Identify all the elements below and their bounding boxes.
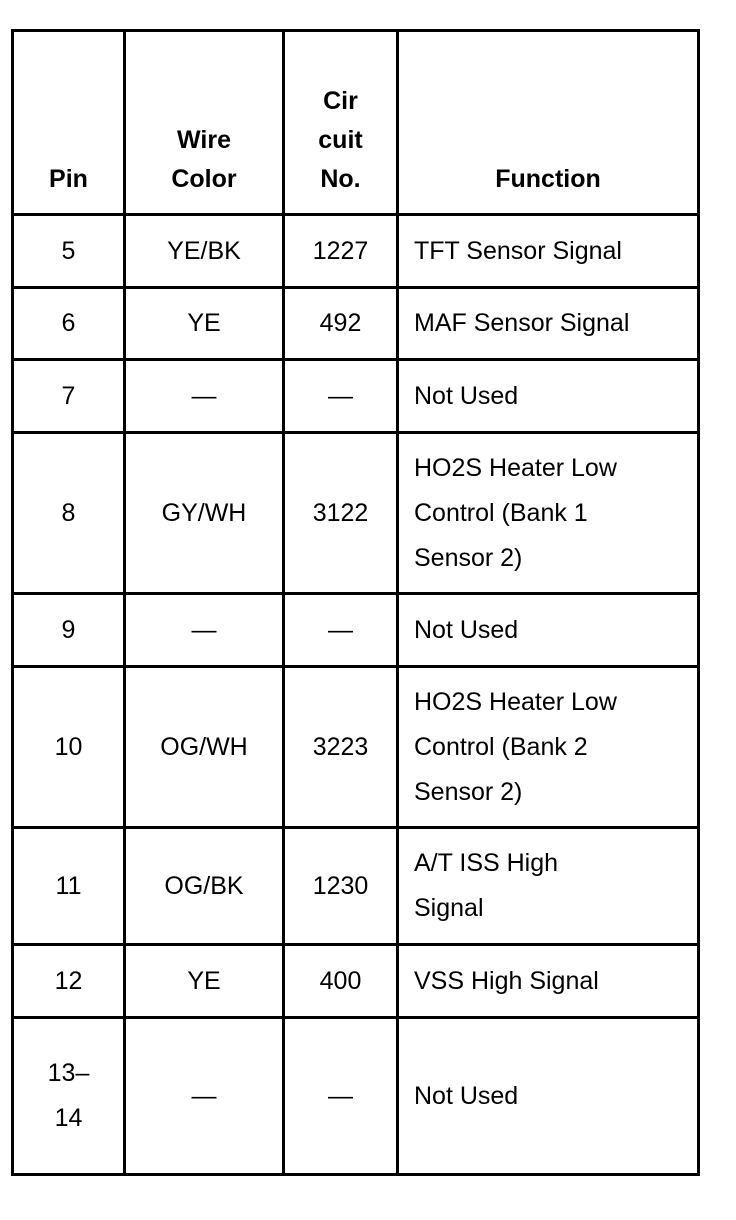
pin-cell	[13, 215, 125, 288]
wire-color-cell: OG/WH	[125, 667, 284, 828]
pin-cell	[13, 828, 125, 945]
wire-color-cell: —	[125, 594, 284, 667]
pin-cell	[13, 667, 125, 828]
circuit-no-cell: 492	[284, 288, 398, 360]
pin-value: 13–	[47, 1059, 90, 1087]
header-function	[398, 31, 699, 215]
circuit-no-cell: —	[284, 1018, 398, 1175]
function-cell	[398, 360, 699, 433]
pin-value: 11	[55, 871, 82, 900]
table-row	[13, 288, 699, 360]
header-circuit-no-line: cuit	[318, 126, 363, 154]
function-cell	[398, 433, 699, 594]
function-cell	[398, 215, 699, 288]
table-row	[13, 828, 699, 945]
pin-value: 14	[54, 1104, 83, 1132]
circuit-no-cell: 1230	[284, 828, 398, 945]
circuit-no-cell: 1227	[284, 215, 398, 288]
wire-color-cell: YE	[125, 945, 284, 1018]
function-line: Not Used	[414, 381, 519, 410]
pin-value: 5	[61, 236, 76, 265]
header-function-label: Function	[495, 165, 601, 193]
function-cell	[398, 594, 699, 667]
pin-cell	[13, 1018, 125, 1175]
function-line: VSS High Signal	[414, 966, 599, 995]
circuit-no-cell: 400	[284, 945, 398, 1018]
function-line: Control (Bank 2	[414, 732, 588, 761]
wire-color-cell: —	[125, 360, 284, 433]
pin-cell	[13, 945, 125, 1018]
connector-pin-table	[11, 29, 700, 1176]
function-line: HO2S Heater Low	[414, 687, 617, 716]
pin-value: 12	[54, 966, 83, 995]
circuit-no-cell: —	[284, 594, 398, 667]
function-cell	[398, 1018, 699, 1175]
pin-value: 8	[61, 498, 76, 527]
header-pin-label: Pin	[49, 165, 88, 193]
function-cell	[398, 288, 699, 360]
function-line: Not Used	[414, 1081, 519, 1110]
pin-cell	[13, 360, 125, 433]
function-line: TFT Sensor Signal	[414, 236, 622, 265]
pin-value: 7	[61, 381, 76, 410]
function-cell	[398, 945, 699, 1018]
header-pin	[13, 31, 125, 215]
table-row	[13, 667, 699, 828]
function-cell	[398, 828, 699, 945]
header-circuit-no-line: Cir	[323, 87, 358, 115]
wire-color-cell: GY/WH	[125, 433, 284, 594]
pin-value: 9	[61, 615, 76, 644]
header-wire-color-line: Wire	[177, 126, 231, 154]
pin-value: 10	[54, 732, 83, 761]
circuit-no-cell: 3122	[284, 433, 398, 594]
pin-value: 6	[61, 309, 76, 337]
function-line: MAF Sensor Signal	[414, 309, 630, 337]
table-row	[13, 594, 699, 667]
table-row	[13, 360, 699, 433]
table-row	[13, 215, 699, 288]
pin-cell	[13, 288, 125, 360]
header-circuit-no	[284, 31, 398, 215]
wire-color-cell: YE	[125, 288, 284, 360]
circuit-no-cell: —	[284, 360, 398, 433]
function-line: Sensor 2)	[414, 543, 523, 572]
function-line: HO2S Heater Low	[414, 453, 617, 482]
pin-cell	[13, 433, 125, 594]
function-cell	[398, 667, 699, 828]
header-wire-color	[125, 31, 284, 215]
function-line: Not Used	[414, 615, 519, 644]
table-row	[13, 945, 699, 1018]
function-line: Sensor 2)	[414, 777, 523, 806]
header-circuit-no-line: No.	[320, 165, 361, 193]
wire-color-cell: YE/BK	[125, 215, 284, 288]
table-row	[13, 1018, 699, 1175]
pin-cell	[13, 594, 125, 667]
function-line: Signal	[414, 894, 484, 922]
table-row	[13, 433, 699, 594]
wire-color-cell: —	[125, 1018, 284, 1175]
wire-color-cell: OG/BK	[125, 828, 284, 945]
function-line: Control (Bank 1	[414, 498, 588, 527]
function-line: A/T ISS High	[414, 849, 559, 877]
header-wire-color-line: Color	[171, 165, 237, 193]
circuit-no-cell: 3223	[284, 667, 398, 828]
table-header-row	[13, 31, 699, 215]
